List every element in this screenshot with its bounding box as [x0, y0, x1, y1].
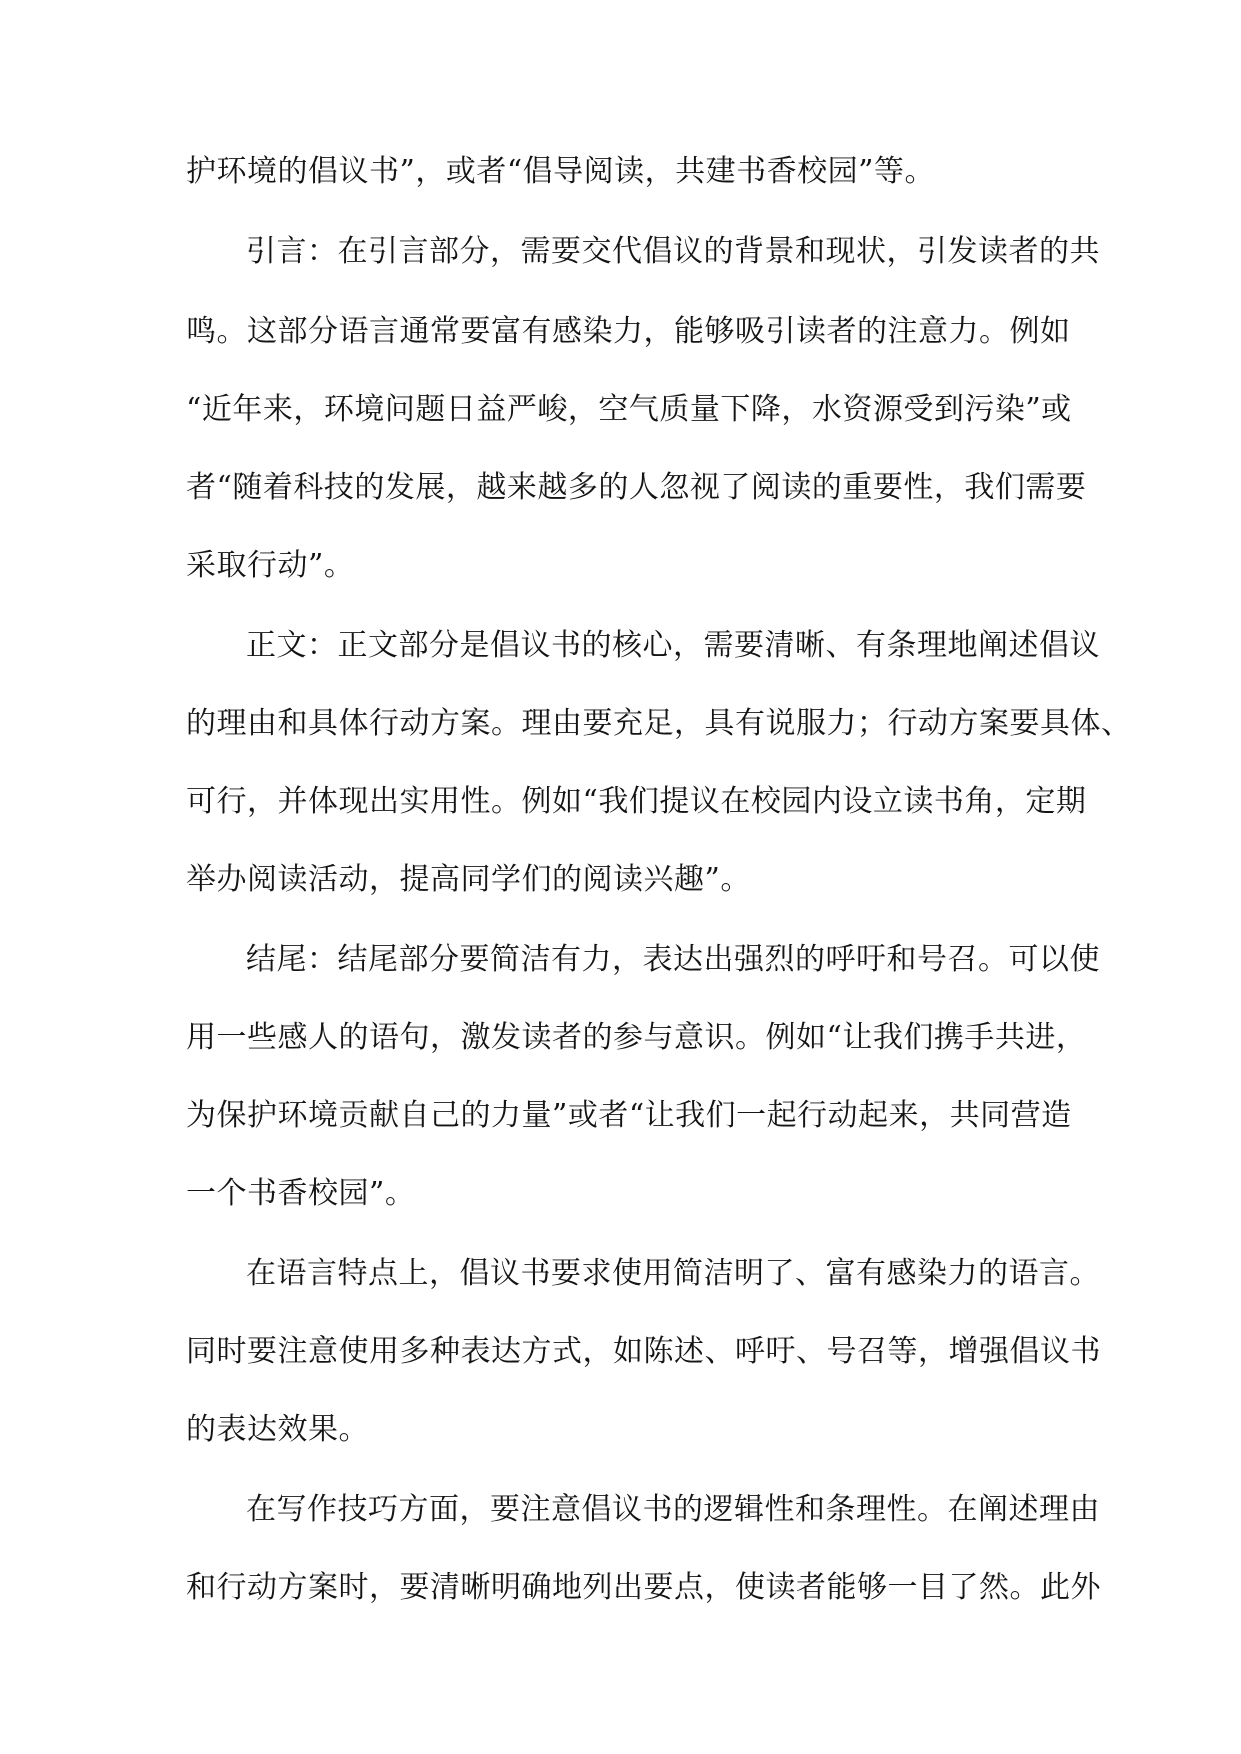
text-line: 和行动方案时，要清晰明确地列出要点，使读者能够一目了然。此外: [186, 1570, 1101, 1605]
text-line: 的表达效果。: [186, 1412, 369, 1447]
text-line: 护环境的倡议书”，或者“倡导阅读，共建书香校园”等。: [186, 154, 936, 189]
paragraph-intro-line: 引言：在引言部分，需要交代倡议的背景和现状，引发读者的共: [246, 234, 1100, 269]
text-line: 采取行动”。: [186, 548, 355, 583]
paragraph-language-line: 在语言特点上，倡议书要求使用简洁明了、富有感染力的语言。: [246, 1256, 1100, 1291]
text-line: 同时要注意使用多种表达方式，如陈述、呼吁、号召等，增强倡议书: [186, 1334, 1101, 1369]
text-line: 为保护环境贡献自己的力量”或者“让我们一起行动起来，共同营造: [186, 1098, 1072, 1133]
text-line: “近年来，环境问题日益严峻，空气质量下降，水资源受到污染”或: [186, 392, 1072, 427]
text-line: 的理由和具体行动方案。理由要充足，具有说服力；行动方案要具体、: [186, 706, 1132, 741]
text-line: 者“随着科技的发展，越来越多的人忽视了阅读的重要性，我们需要: [186, 470, 1087, 505]
text-line: 可行，并体现出实用性。例如“我们提议在校园内设立读书角，定期: [186, 784, 1087, 819]
text-line: 一个书香校园”。: [186, 1176, 416, 1211]
paragraph-technique-line: 在写作技巧方面，要注意倡议书的逻辑性和条理性。在阐述理由: [246, 1492, 1100, 1527]
paragraph-ending-line: 结尾：结尾部分要简洁有力，表达出强烈的呼吁和号召。可以使: [246, 942, 1100, 977]
text-line: 举办阅读活动，提高同学们的阅读兴趣”。: [186, 862, 751, 897]
text-line: 用一些感人的语句，激发读者的参与意识。例如“让我们携手共进，: [186, 1020, 1087, 1055]
paragraph-body-line: 正文：正文部分是倡议书的核心，需要清晰、有条理地阐述倡议: [246, 628, 1100, 663]
text-line: 鸣。这部分语言通常要富有感染力，能够吸引读者的注意力。例如: [186, 314, 1071, 349]
